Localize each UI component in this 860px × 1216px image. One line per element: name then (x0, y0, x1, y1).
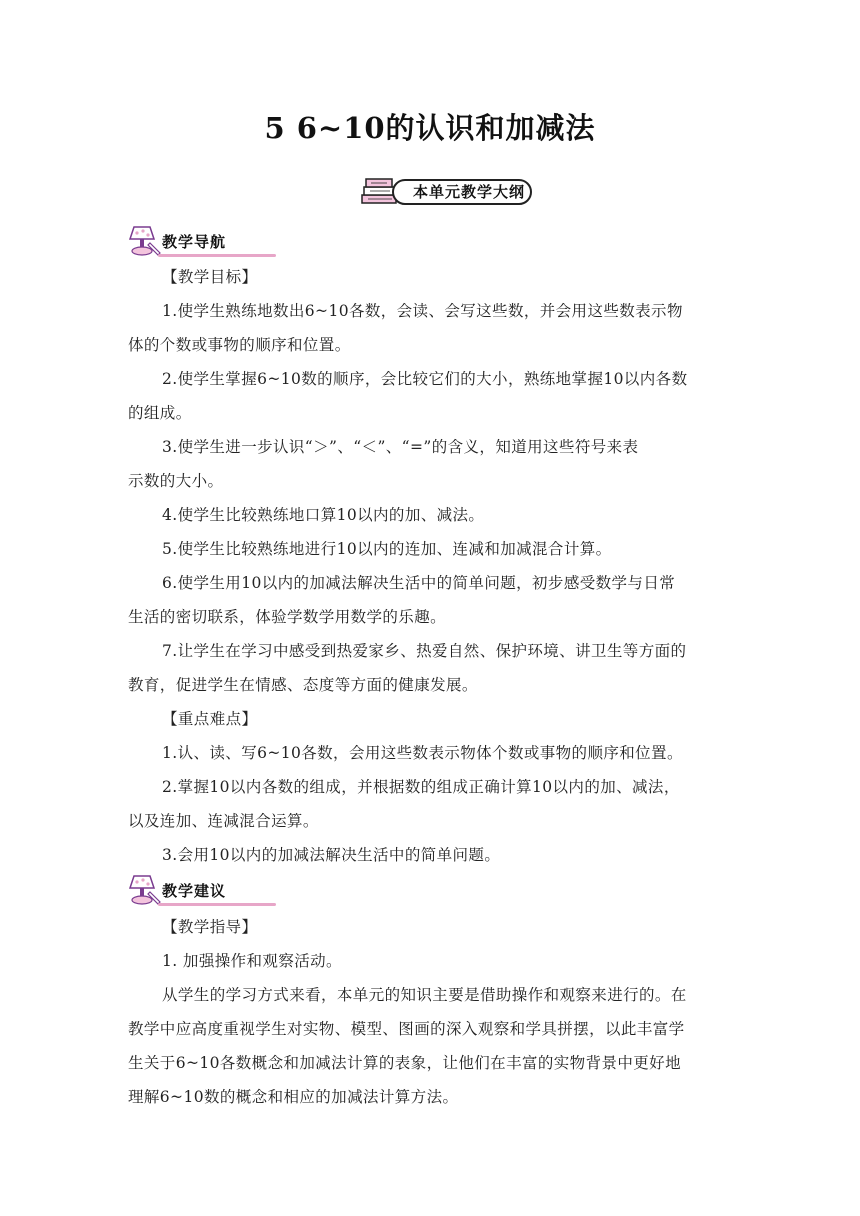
section-underline (158, 254, 276, 257)
goal-line: 4.使学生比较熟练地口算10以内的加、减法。 (162, 506, 485, 524)
guidance-heading: 【教学指导】 (162, 918, 258, 936)
unit-outline-banner (358, 173, 534, 209)
goal-line: 7.让学生在学习中感受到热爱家乡、热爱自然、保护环境、讲卫生等方面的 (162, 642, 687, 660)
guidance-line: 生关于6~10各数概念和加减法计算的表象，让他们在丰富的实物背景中更好地 (128, 1054, 681, 1072)
goal-line: 1.使学生熟练地数出6~10各数，会读、会写这些数，并会用这些数表示物 (162, 302, 683, 320)
section-header-nav (128, 223, 278, 259)
goal-line: 的组成。 (128, 404, 192, 422)
goal-line: 生活的密切联系，体验学数学用数学的乐趣。 (128, 608, 447, 626)
goal-line: 教育，促进学生在情感、态度等方面的健康发展。 (128, 676, 478, 694)
page-title: 5 6~10的认识和加减法 (264, 111, 596, 145)
guidance-line: 从学生的学习方式来看，本单元的知识主要是借助操作和观察来进行的。在 (162, 986, 687, 1004)
goal-line: 体的个数或事物的顺序和位置。 (128, 336, 351, 354)
goal-line: 示数的大小。 (128, 472, 224, 490)
guidance-line: 理解6~10数的概念和相应的加减法计算方法。 (128, 1088, 459, 1106)
guidance-line: 教学中应高度重视学生对实物、模型、图画的深入观察和学具拼摆，以此丰富学 (128, 1020, 685, 1038)
goal-line: 3.使学生进一步认识“＞”、“＜”、“=”的含义，知道用这些符号来表 (162, 438, 639, 456)
keypoint-line: 1.认、读、写6~10各数，会用这些数表示物体个数或事物的顺序和位置。 (162, 744, 683, 762)
goal-line: 5.使学生比较熟练地进行10以内的连加、连减和加减混合计算。 (162, 540, 612, 558)
keypoint-line: 以及连加、连减混合运算。 (128, 812, 319, 830)
goal-line: 2.使学生掌握6~10数的顺序，会比较它们的大小，熟练地掌握10以内各数 (162, 370, 688, 388)
goals-heading: 【教学目标】 (162, 268, 258, 286)
guidance-line: 1. 加强操作和观察活动。 (162, 952, 342, 970)
keypoint-line: 2.掌握10以内各数的组成，并根据数的组成正确计算10以内的加、减法， (162, 778, 680, 796)
keypoint-line: 3.会用10以内的加减法解决生活中的简单问题。 (162, 846, 501, 864)
section-underline (158, 903, 276, 906)
banner-label: 本单元教学大纲 (392, 179, 532, 205)
section-title-nav: 教学导航 (162, 233, 227, 251)
keypoints-heading: 【重点难点】 (162, 710, 258, 728)
section-header-suggest (128, 872, 278, 908)
goal-line: 6.使学生用10以内的加减法解决生活中的简单问题，初步感受数学与日常 (162, 574, 676, 592)
section-title-suggest: 教学建议 (162, 882, 227, 900)
